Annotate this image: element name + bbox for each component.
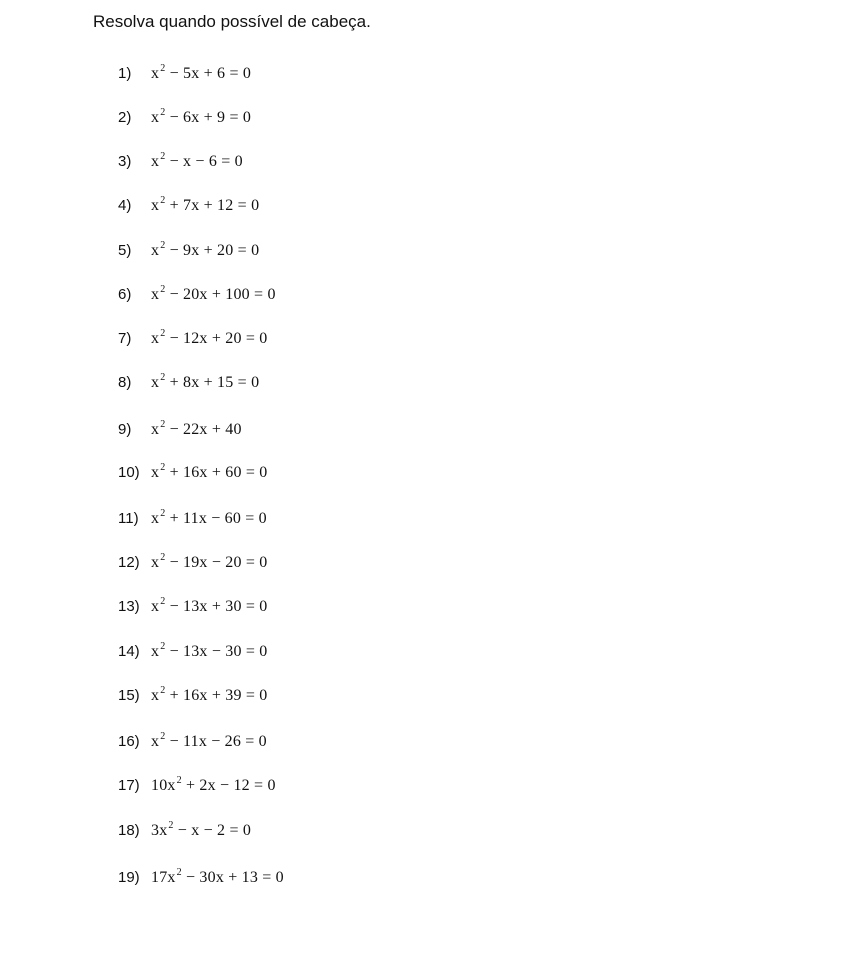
equation bbox=[151, 464, 267, 482]
exponent: 2 bbox=[176, 867, 182, 878]
equation-lead: 17x bbox=[151, 869, 176, 886]
equation-lead: x bbox=[151, 242, 160, 259]
equation bbox=[151, 65, 251, 83]
problem-item bbox=[118, 598, 267, 622]
equation bbox=[151, 197, 259, 215]
exponent: 2 bbox=[160, 240, 166, 251]
equation bbox=[151, 822, 251, 840]
problem-number: 11) bbox=[118, 510, 139, 527]
problem-item bbox=[118, 822, 251, 846]
equation-rest: − 5x + 6 = 0 bbox=[165, 65, 252, 82]
exponent: 2 bbox=[160, 641, 166, 652]
equation bbox=[151, 330, 267, 348]
equation-lead: 3x bbox=[151, 822, 168, 839]
equation bbox=[151, 286, 276, 304]
problem-item bbox=[118, 510, 267, 534]
equation-lead: x bbox=[151, 374, 160, 391]
equation-lead: x bbox=[151, 153, 160, 170]
equation bbox=[151, 153, 243, 171]
problem-number: 5) bbox=[118, 242, 132, 259]
equation bbox=[151, 869, 284, 887]
problem-item bbox=[118, 374, 259, 398]
problem-item bbox=[118, 643, 267, 667]
exponent: 2 bbox=[176, 775, 182, 786]
problem-item bbox=[118, 554, 267, 578]
equation bbox=[151, 374, 259, 392]
exponent: 2 bbox=[160, 372, 166, 383]
exponent: 2 bbox=[160, 552, 166, 563]
equation-rest: − 9x + 20 = 0 bbox=[165, 242, 260, 259]
equation bbox=[151, 687, 267, 705]
equation-rest: − x − 6 = 0 bbox=[165, 153, 243, 170]
problem-item bbox=[118, 464, 267, 488]
problem-number: 12) bbox=[118, 554, 140, 571]
problem-number: 2) bbox=[118, 109, 132, 126]
problem-number: 14) bbox=[118, 643, 140, 660]
equation-rest: − 30x + 13 = 0 bbox=[181, 869, 284, 886]
exponent: 2 bbox=[160, 508, 166, 519]
exponent: 2 bbox=[160, 328, 166, 339]
exponent: 2 bbox=[160, 107, 166, 118]
problem-number: 8) bbox=[118, 374, 132, 391]
problem-item bbox=[118, 330, 267, 354]
equation bbox=[151, 733, 267, 751]
problem-number: 4) bbox=[118, 197, 132, 214]
problem-number: 6) bbox=[118, 286, 132, 303]
equation-lead: x bbox=[151, 643, 160, 660]
problem-item bbox=[118, 286, 276, 310]
equation bbox=[151, 643, 267, 661]
problem-item bbox=[118, 733, 267, 757]
problem-item bbox=[118, 109, 251, 133]
equation-rest: − 20x + 100 = 0 bbox=[165, 286, 276, 303]
equation-rest: − 6x + 9 = 0 bbox=[165, 109, 252, 126]
exponent: 2 bbox=[160, 462, 166, 473]
equation-rest: − 11x − 26 = 0 bbox=[165, 733, 267, 750]
equation-lead: x bbox=[151, 733, 160, 750]
problem-number: 18) bbox=[118, 822, 140, 839]
problem-item bbox=[118, 65, 251, 89]
problem-item bbox=[118, 242, 259, 266]
problem-item bbox=[118, 777, 276, 801]
exponent: 2 bbox=[160, 685, 166, 696]
equation-rest: − 19x − 20 = 0 bbox=[165, 554, 268, 571]
problem-number: 1) bbox=[118, 65, 132, 82]
equation-lead: x bbox=[151, 109, 160, 126]
problem-number: 7) bbox=[118, 330, 132, 347]
equation-rest: + 16x + 60 = 0 bbox=[165, 464, 268, 481]
problem-number: 16) bbox=[118, 733, 140, 750]
equation-lead: 10x bbox=[151, 777, 176, 794]
problem-item bbox=[118, 421, 242, 445]
equation bbox=[151, 242, 259, 260]
equation bbox=[151, 109, 251, 127]
equation-rest: − 13x − 30 = 0 bbox=[165, 643, 268, 660]
equation-rest: − 13x + 30 = 0 bbox=[165, 598, 268, 615]
problem-number: 15) bbox=[118, 687, 140, 704]
problem-item bbox=[118, 687, 267, 711]
instruction-text: Resolva quando possível de cabeça. bbox=[93, 12, 371, 31]
equation-rest: − 12x + 20 = 0 bbox=[165, 330, 268, 347]
equation-rest: + 7x + 12 = 0 bbox=[165, 197, 260, 214]
equation-lead: x bbox=[151, 421, 160, 438]
equation-rest: + 8x + 15 = 0 bbox=[165, 374, 260, 391]
equation bbox=[151, 554, 267, 572]
problem-number: 13) bbox=[118, 598, 140, 615]
problem-item bbox=[118, 869, 284, 893]
problem-number: 3) bbox=[118, 153, 132, 170]
equation bbox=[151, 510, 267, 528]
problem-item bbox=[118, 197, 259, 221]
equation bbox=[151, 421, 242, 439]
problem-number: 10) bbox=[118, 464, 140, 481]
equation-lead: x bbox=[151, 197, 160, 214]
exponent: 2 bbox=[160, 731, 166, 742]
problem-number: 9) bbox=[118, 421, 132, 438]
equation bbox=[151, 598, 267, 616]
equation-lead: x bbox=[151, 286, 160, 303]
equation-rest: + 2x − 12 = 0 bbox=[181, 777, 276, 794]
equation-lead: x bbox=[151, 687, 160, 704]
equation-rest: + 11x − 60 = 0 bbox=[165, 510, 267, 527]
equation-lead: x bbox=[151, 510, 160, 527]
problem-item bbox=[118, 153, 243, 177]
exponent: 2 bbox=[160, 195, 166, 206]
equation-rest: + 16x + 39 = 0 bbox=[165, 687, 268, 704]
equation-lead: x bbox=[151, 598, 160, 615]
equation-lead: x bbox=[151, 464, 160, 481]
equation-rest: − 22x + 40 bbox=[165, 421, 242, 438]
exponent: 2 bbox=[160, 284, 166, 295]
exponent: 2 bbox=[160, 419, 166, 430]
problem-number: 19) bbox=[118, 869, 140, 886]
exponent: 2 bbox=[168, 820, 174, 831]
exponent: 2 bbox=[160, 151, 166, 162]
exponent: 2 bbox=[160, 596, 166, 607]
equation-lead: x bbox=[151, 554, 160, 571]
equation-lead: x bbox=[151, 330, 160, 347]
equation-rest: − x − 2 = 0 bbox=[173, 822, 252, 839]
exponent: 2 bbox=[160, 63, 166, 74]
equation-lead: x bbox=[151, 65, 160, 82]
equation bbox=[151, 777, 276, 795]
problem-number: 17) bbox=[118, 777, 140, 794]
